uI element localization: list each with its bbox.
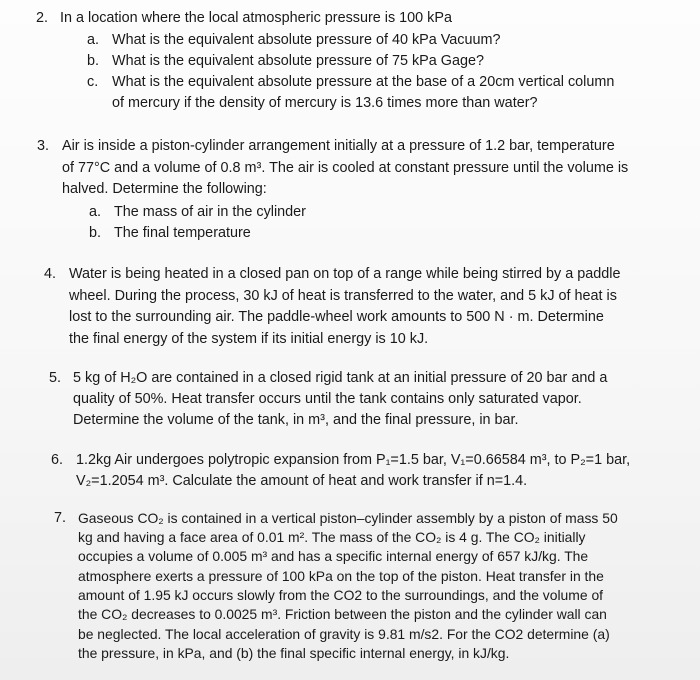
part-text-line: What is the equivalent absolute pressure of 40 kPa Vacuum? [112,32,501,48]
question-text-line: amount of 1.95 kJ occurs slowly from the CO2 to the surroundings, and the volume of [78,587,604,603]
question-text-line: Water is being heated in a closed pan on top of a range while being stirred by a paddle [69,266,621,282]
question-text-line: occupies a volume of 0.005 m³ and has a specific internal energy of 657 kJ/kg. The [78,548,589,564]
question-number: 5. [49,370,62,386]
part-label: b. [89,225,102,241]
part-text-line: The final temperature [114,225,251,241]
question-text-line: wheel. During the process, 30 kJ of heat is transferred to the water, and 5 kJ of heat is [69,288,617,304]
question-text-line: of 77°C and a volume of 0.8 m³. The air is cooled at constant pressure until the volume is [62,160,629,176]
question-text-line: Air is inside a piston-cylinder arrangement initially at a pressure of 1.2 bar, temperature [62,138,615,154]
question-text-line: the pressure, in kPa, and (b) the final specific internal energy, in kJ/kg. [78,645,510,661]
part-text-line: The mass of air in the cylinder [114,204,306,220]
question-number: 3. [37,138,50,154]
question-text-line: the CO₂ decreases to 0.0025 m³. Friction between the piston and the cylinder wall can [78,606,607,622]
question-text-line: be neglected. The local acceleration of gravity is 9.81 m/s2. For the CO2 determine (a) [78,626,610,642]
part-text-line: of mercury if the density of mercury is 13.6 times more than water? [112,95,538,111]
question-text-line: V₂=1.2054 m³. Calculate the amount of heat and work transfer if n=1.4. [76,473,528,489]
question-text-line: Gaseous CO₂ is contained in a vertical piston–cylinder assembly by a piston of mass 50 [78,510,618,526]
question-text-line: In a location where the local atmospheric pressure is 100 kPa [60,10,452,26]
question-number: 2. [36,10,49,26]
part-label: a. [87,32,100,48]
part-text-line: What is the equivalent absolute pressure of 75 kPa Gage? [112,53,484,69]
part-text-line: What is the equivalent absolute pressure at the base of a 20cm vertical column [112,74,615,90]
question-number: 4. [44,266,57,282]
question-number: 6. [51,452,64,468]
question-text-line: halved. Determine the following: [62,181,267,197]
question-text-line: quality of 50%. Heat transfer occurs until the tank contains only saturated vapor. [73,391,582,407]
question-text-line: atmosphere exerts a pressure of 100 kPa on the top of the piston. Heat transfer in the [78,568,604,584]
part-label: a. [89,204,102,220]
question-text-line: lost to the surrounding air. The paddle-wheel work amounts to 500 N · m. Determine [69,309,604,325]
question-text-line: kg and having a face area of 0.01 m². The mass of the CO₂ is 4 g. The CO₂ initially [78,529,586,545]
question-text-line: 5 kg of H₂O are contained in a closed rigid tank at an initial pressure of 20 bar and a [73,370,608,386]
question-number: 7. [54,510,67,526]
question-text-line: the final energy of the system if its initial energy is 10 kJ. [69,331,429,347]
question-text-line: 1.2kg Air undergoes polytropic expansion from P₁=1.5 bar, V₁=0.66584 m³, to P₂=1 bar, [76,452,631,468]
part-label: b. [87,53,100,69]
part-label: c. [87,74,99,90]
question-text-line: Determine the volume of the tank, in m³, and the final pressure, in bar. [73,412,519,428]
